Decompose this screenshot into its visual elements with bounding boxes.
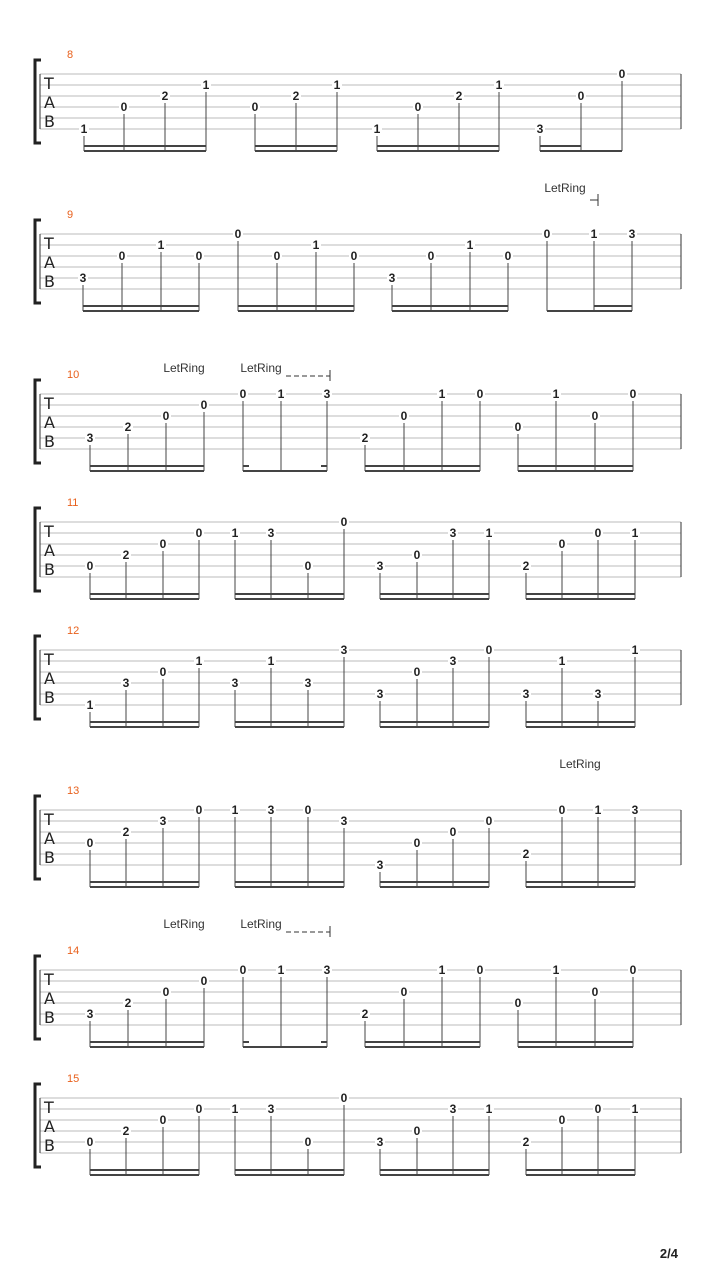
- fret-number: 1: [552, 387, 560, 401]
- measure-number: 8: [67, 49, 74, 61]
- tab-clef-letter: T: [44, 522, 54, 541]
- tab-system: [35, 1073, 681, 1175]
- fret-number: 3: [231, 676, 239, 690]
- let-ring-label: LetRing: [559, 757, 601, 771]
- tab-clef-letter: B: [44, 560, 55, 579]
- fret-number: 3: [376, 858, 384, 872]
- fret-number: 1: [590, 227, 598, 241]
- fret-number: 1: [312, 238, 320, 252]
- fret-number: 1: [495, 78, 503, 92]
- fret-number: 0: [340, 515, 348, 529]
- fret-number: 0: [162, 985, 170, 999]
- tab-clef-letter: T: [44, 810, 54, 829]
- fret-number: 0: [195, 526, 203, 540]
- fret-number: 1: [373, 122, 381, 136]
- fret-number: 3: [388, 271, 396, 285]
- fret-number: 0: [413, 665, 421, 679]
- tab-clef-letter: B: [44, 272, 55, 291]
- fret-number: 1: [631, 1102, 639, 1116]
- fret-number: 1: [157, 238, 165, 252]
- fret-number: 0: [162, 409, 170, 423]
- tab-system: [35, 757, 681, 887]
- fret-number: 1: [438, 963, 446, 977]
- measure-number: 11: [67, 497, 79, 509]
- tab-system: [35, 917, 681, 1047]
- fret-number: 1: [466, 238, 474, 252]
- fret-number: 0: [251, 100, 259, 114]
- let-ring-label: LetRing: [240, 361, 282, 375]
- fret-number: 3: [631, 803, 639, 817]
- fret-number: 3: [86, 431, 94, 445]
- fret-number: 3: [449, 654, 457, 668]
- tab-clef-letter: A: [44, 253, 55, 272]
- fret-number: 1: [202, 78, 210, 92]
- fret-number: 0: [485, 814, 493, 828]
- fret-number: 0: [427, 249, 435, 263]
- tab-clef-letter: B: [44, 432, 55, 451]
- tab-clef-letter: A: [44, 829, 55, 848]
- fret-number: 2: [455, 89, 463, 103]
- fret-number: 0: [200, 974, 208, 988]
- fret-number: 3: [304, 676, 312, 690]
- fret-number: 2: [122, 1124, 130, 1138]
- measure-number: 15: [67, 1073, 80, 1085]
- let-ring-label: LetRing: [163, 361, 205, 375]
- fret-number: 2: [361, 1007, 369, 1021]
- fret-number: 3: [376, 1135, 384, 1149]
- fret-number: 1: [231, 1102, 239, 1116]
- fret-number: 0: [591, 409, 599, 423]
- fret-number: 0: [485, 643, 493, 657]
- fret-number: 1: [277, 387, 285, 401]
- measure-number: 12: [67, 625, 80, 637]
- fret-number: 0: [414, 100, 422, 114]
- tab-clef-letter: A: [44, 989, 55, 1008]
- fret-number: 3: [522, 687, 530, 701]
- fret-number: 0: [86, 836, 94, 850]
- page-number: 2/4: [659, 1246, 678, 1261]
- fret-number: 1: [594, 803, 602, 817]
- fret-number: 1: [231, 803, 239, 817]
- fret-number: 0: [239, 387, 247, 401]
- fret-number: 0: [629, 387, 637, 401]
- fret-number: 0: [476, 387, 484, 401]
- fret-number: 2: [124, 420, 132, 434]
- fret-number: 0: [514, 420, 522, 434]
- let-ring-label: LetRing: [163, 917, 205, 931]
- fret-number: 3: [122, 676, 130, 690]
- fret-number: 0: [120, 100, 128, 114]
- fret-number: 1: [552, 963, 560, 977]
- fret-number: 1: [80, 122, 88, 136]
- fret-number: 3: [594, 687, 602, 701]
- fret-number: 2: [292, 89, 300, 103]
- fret-number: 0: [340, 1091, 348, 1105]
- tab-system: [35, 497, 681, 599]
- measure-number: 13: [67, 785, 80, 797]
- tab-clef-letter: B: [44, 112, 55, 131]
- tab-system: [35, 361, 681, 471]
- fret-number: 3: [449, 526, 457, 540]
- fret-number: 0: [159, 1113, 167, 1127]
- tab-clef-letter: A: [44, 1117, 55, 1136]
- fret-number: 0: [86, 559, 94, 573]
- fret-number: 3: [267, 526, 275, 540]
- fret-number: 1: [86, 698, 94, 712]
- fret-number: 1: [277, 963, 285, 977]
- fret-number: 2: [522, 1135, 530, 1149]
- fret-number: 0: [413, 548, 421, 562]
- fret-number: 3: [340, 814, 348, 828]
- fret-number: 2: [124, 996, 132, 1010]
- fret-number: 3: [376, 687, 384, 701]
- tab-clef-letter: T: [44, 970, 54, 989]
- tab-clef-letter: T: [44, 394, 54, 413]
- tab-clef-letter: B: [44, 1008, 55, 1027]
- fret-number: 0: [159, 665, 167, 679]
- tab-system: [35, 49, 681, 151]
- fret-number: 1: [485, 526, 493, 540]
- fret-number: 1: [267, 654, 275, 668]
- fret-number: 0: [239, 963, 247, 977]
- fret-number: 3: [323, 963, 331, 977]
- fret-number: 0: [558, 1113, 566, 1127]
- fret-number: 0: [195, 803, 203, 817]
- fret-number: 1: [558, 654, 566, 668]
- tab-clef-letter: B: [44, 688, 55, 707]
- fret-number: 3: [86, 1007, 94, 1021]
- tab-clef-letter: T: [44, 74, 54, 93]
- fret-number: 0: [195, 249, 203, 263]
- tab-clef-letter: T: [44, 650, 54, 669]
- fret-number: 1: [485, 1102, 493, 1116]
- tab-clef-letter: A: [44, 93, 55, 112]
- fret-number: 2: [522, 847, 530, 861]
- fret-number: 3: [267, 1102, 275, 1116]
- fret-number: 2: [122, 548, 130, 562]
- fret-number: 0: [234, 227, 242, 241]
- tab-clef-letter: A: [44, 413, 55, 432]
- fret-number: 0: [304, 1135, 312, 1149]
- measure-number: 14: [67, 945, 80, 957]
- fret-number: 0: [413, 836, 421, 850]
- tab-clef-letter: A: [44, 541, 55, 560]
- fret-number: 0: [413, 1124, 421, 1138]
- fret-number: 0: [577, 89, 585, 103]
- tab-clef-letter: A: [44, 669, 55, 688]
- fret-number: 3: [79, 271, 87, 285]
- fret-number: 0: [591, 985, 599, 999]
- fret-number: 2: [122, 825, 130, 839]
- measure-number: 9: [67, 209, 74, 221]
- tab-clef-letter: T: [44, 1098, 54, 1117]
- fret-number: 0: [400, 409, 408, 423]
- tab-system: [35, 181, 681, 311]
- fret-number: 0: [558, 803, 566, 817]
- fret-number: 1: [231, 526, 239, 540]
- fret-number: 0: [558, 537, 566, 551]
- fret-number: 0: [273, 249, 281, 263]
- fret-number: 0: [400, 985, 408, 999]
- tab-clef-letter: B: [44, 848, 55, 867]
- fret-number: 0: [159, 537, 167, 551]
- fret-number: 0: [514, 996, 522, 1010]
- fret-number: 0: [304, 803, 312, 817]
- fret-number: 1: [438, 387, 446, 401]
- fret-number: 0: [86, 1135, 94, 1149]
- fret-number: 2: [522, 559, 530, 573]
- fret-number: 0: [504, 249, 512, 263]
- tab-clef-letter: B: [44, 1136, 55, 1155]
- fret-number: 0: [304, 559, 312, 573]
- fret-number: 0: [118, 249, 126, 263]
- fret-number: 3: [449, 1102, 457, 1116]
- fret-number: 3: [159, 814, 167, 828]
- fret-number: 0: [594, 1102, 602, 1116]
- fret-number: 0: [618, 67, 626, 81]
- fret-number: 3: [628, 227, 636, 241]
- fret-number: 0: [195, 1102, 203, 1116]
- fret-number: 3: [323, 387, 331, 401]
- let-ring-label: LetRing: [544, 181, 586, 195]
- fret-number: 0: [200, 398, 208, 412]
- fret-number: 1: [195, 654, 203, 668]
- fret-number: 3: [267, 803, 275, 817]
- fret-number: 2: [361, 431, 369, 445]
- tab-system: [35, 625, 681, 727]
- fret-number: 0: [629, 963, 637, 977]
- fret-number: 1: [631, 643, 639, 657]
- fret-number: 0: [350, 249, 358, 263]
- fret-number: 1: [333, 78, 341, 92]
- let-ring-label: LetRing: [240, 917, 282, 931]
- measure-number: 10: [67, 369, 80, 381]
- tab-clef-letter: T: [44, 234, 54, 253]
- fret-number: 3: [340, 643, 348, 657]
- fret-number: 0: [476, 963, 484, 977]
- fret-number: 0: [449, 825, 457, 839]
- fret-number: 1: [631, 526, 639, 540]
- fret-number: 3: [376, 559, 384, 573]
- fret-number: 0: [543, 227, 551, 241]
- fret-number: 2: [161, 89, 169, 103]
- fret-number: 0: [594, 526, 602, 540]
- fret-number: 3: [536, 122, 544, 136]
